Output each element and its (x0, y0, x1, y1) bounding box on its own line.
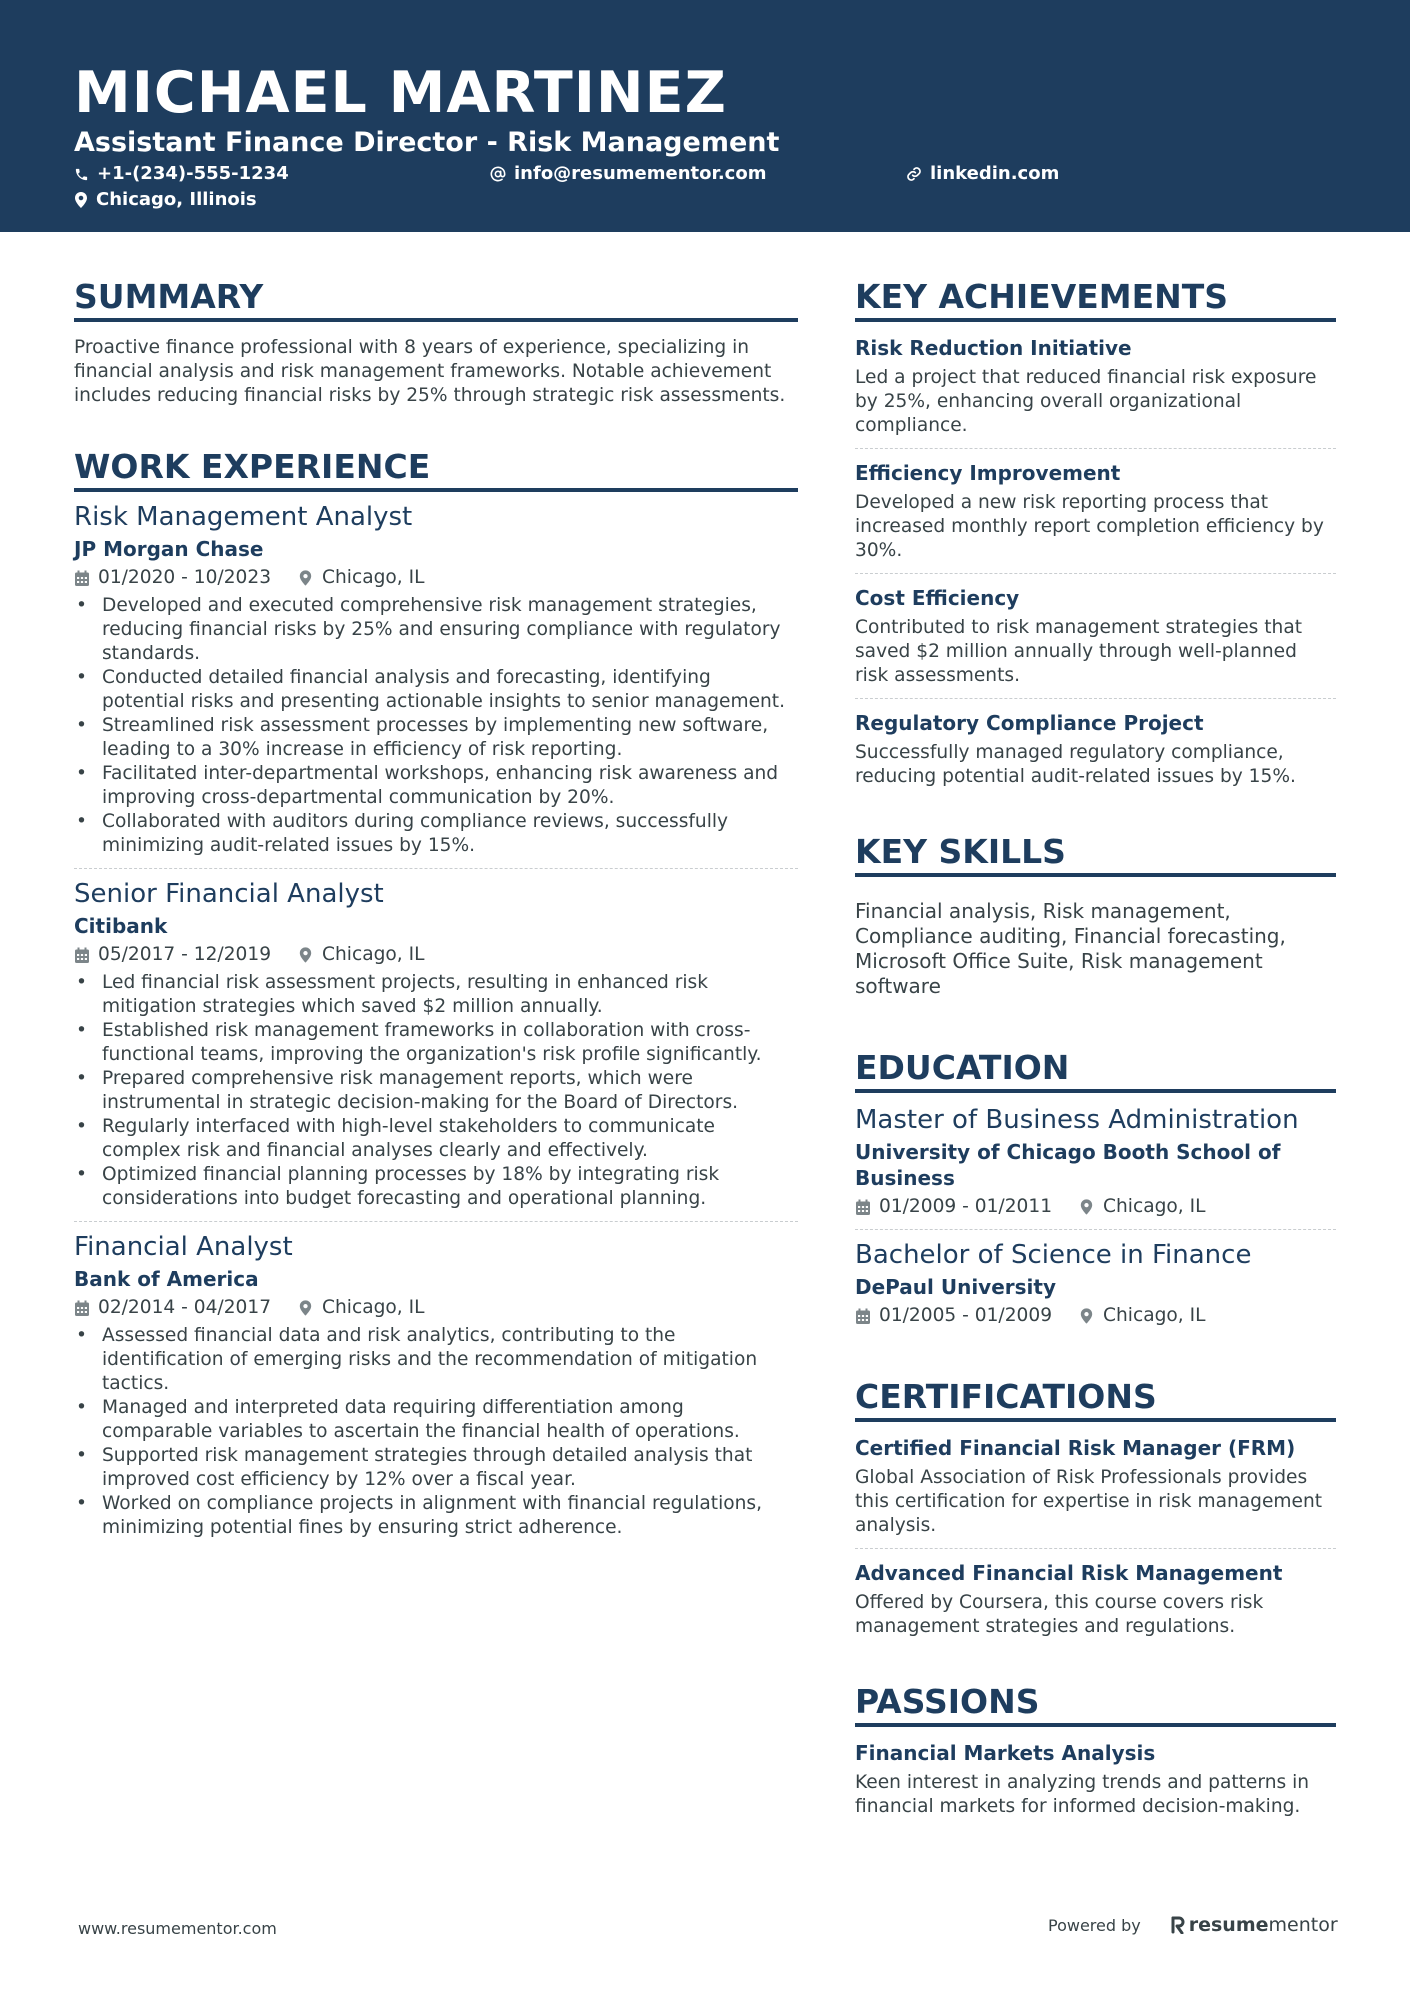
brand-logo[interactable] (1171, 1914, 1338, 1936)
education-location: Chicago, IL (1103, 1305, 1206, 1326)
location-pin-icon (299, 1300, 312, 1316)
phone-icon (74, 167, 89, 182)
job-meta (74, 943, 798, 967)
education-item (855, 1238, 1336, 1328)
job-dates: 05/2017 - 12/2019 (98, 944, 272, 965)
passion-desc: Keen interest in analyzing trends and patterns in financial markets for informed decision-making. (855, 1772, 1310, 1817)
job-meta (74, 1296, 798, 1320)
achievement-title: Regulatory Compliance Project (855, 711, 1204, 735)
certification-title: Advanced Financial Risk Management (855, 1561, 1283, 1585)
bullet-item: • Worked on compliance projects in alignment with financial regulations, minimizing potential fines by ensuring strict adherence. (74, 1492, 798, 1540)
education-heading: EDUCATION (855, 1047, 1336, 1093)
certification-item (855, 1560, 1336, 1639)
company-name: JP Morgan Chase (74, 537, 264, 561)
certification-divider (855, 1548, 1336, 1549)
job-title: Risk Management Analyst (74, 502, 413, 532)
certification-desc: Global Association of Risk Professionals provides this certification for expertise in risk management analysis. (855, 1467, 1323, 1536)
calendar-icon (74, 947, 90, 964)
education-location: Chicago, IL (1103, 1196, 1206, 1217)
bullet-item: • Managed and interpreted data requiring differentiation among comparable variables to ascertain the financial health of operations. (74, 1396, 798, 1444)
bullet-item: • Assessed financial data and risk analytics, contributing to the identification of emerging risks and the recommendation of mitigation tactics. (74, 1324, 798, 1396)
company-name: Bank of America (74, 1267, 259, 1291)
powered-by-label: Powered by (1048, 1915, 1141, 1935)
footer-powered-by (1048, 1914, 1338, 1936)
location-pin-icon (1080, 1308, 1093, 1324)
job-entry (74, 500, 798, 858)
candidate-name: MICHAEL MARTINEZ (74, 60, 727, 126)
job-title: Senior Financial Analyst (74, 879, 384, 909)
phone-text: +1-(234)-555-1234 (97, 163, 289, 184)
bullet-item: • Established risk management frameworks in collaboration with cross-functional teams, improving the organization's risk profile significantly. (74, 1019, 798, 1067)
achievement-divider (855, 573, 1336, 574)
certification-item (855, 1432, 1336, 1538)
calendar-icon (74, 1300, 90, 1317)
degree-title: Master of Business Administration (855, 1105, 1299, 1135)
passions-section (855, 1681, 1336, 1819)
achievement-title: Cost Efficiency (855, 586, 1020, 610)
passion-item (855, 1737, 1336, 1819)
achievement-divider (855, 448, 1336, 449)
achievement-desc: Developed a new risk reporting process that increased monthly report completion efficiency by 30%. (855, 492, 1324, 561)
job-entry (74, 1230, 798, 1540)
job-bullets (74, 1324, 798, 1540)
experience-section (74, 446, 798, 1540)
achievement-item (855, 585, 1336, 688)
bullet-item: • Optimized financial planning processes by 18% by integrating risk considerations into budget forecasting and operational planning. (74, 1163, 798, 1211)
linkedin-text: linkedin.com (930, 163, 1060, 184)
location-pin-icon (1080, 1199, 1093, 1215)
location-pin-icon (74, 192, 88, 208)
summary-text: Proactive finance professional with 8 years of experience, specializing in financial analysis and risk management frameworks. Notable achievement includes reducing financial risks by 25% through strategic risk assessments. (74, 337, 786, 406)
job-location-wrap (299, 943, 424, 967)
job-location-wrap (299, 1296, 424, 1320)
calendar-icon (855, 1308, 871, 1325)
job-bullets (74, 594, 798, 858)
calendar-icon (855, 1199, 871, 1216)
achievement-item (855, 710, 1336, 789)
education-item (855, 1103, 1336, 1219)
achievements-heading: KEY ACHIEVEMENTS (855, 276, 1336, 322)
contact-location (74, 188, 257, 212)
email-text: info@resumementor.com (514, 163, 767, 184)
brand-light: mentor (1268, 1914, 1338, 1936)
certifications-heading: CERTIFICATIONS (855, 1376, 1336, 1422)
education-meta (855, 1195, 1336, 1219)
skills-heading: KEY SKILLS (855, 831, 1336, 877)
certification-title: Certified Financial Risk Manager (FRM) (855, 1436, 1296, 1460)
footer-website[interactable]: www.resumementor.com (78, 1919, 277, 1938)
job-dates: 01/2020 - 10/2023 (98, 567, 272, 588)
left-column (74, 276, 798, 1540)
achievement-desc: Led a project that reduced financial risk exposure by 25%, enhancing overall organizational compliance. (855, 367, 1317, 436)
achievement-divider (855, 698, 1336, 699)
location-pin-icon (299, 570, 312, 586)
achievement-item (855, 332, 1336, 438)
right-column (855, 276, 1336, 1819)
job-dates: 02/2014 - 04/2017 (98, 1297, 272, 1318)
job-location: Chicago, IL (322, 1297, 425, 1318)
job-location: Chicago, IL (322, 944, 425, 965)
education-dates: 01/2005 - 01/2009 (879, 1305, 1053, 1326)
job-bullets (74, 971, 798, 1211)
passion-title: Financial Markets Analysis (855, 1741, 1156, 1765)
resumementor-logo-icon (1171, 1916, 1185, 1934)
achievement-desc: Successfully managed regulatory compliance, reducing potential audit-related issues by 15%. (855, 742, 1296, 787)
job-location-wrap (299, 566, 424, 590)
skills-text: Financial analysis, Risk management, Compliance auditing, Financial forecasting, Microsoft Office Suite, Risk management software (855, 899, 1286, 998)
contact-linkedin[interactable] (906, 162, 1059, 186)
bullet-item: • Regularly interfaced with high-level stakeholders to communicate complex risk and financial analyses clearly and effectively. (74, 1115, 798, 1163)
bullet-item: • Led financial risk assessment projects, resulting in enhanced risk mitigation strategies which saved $2 million annually. (74, 971, 798, 1019)
education-dates: 01/2009 - 01/2011 (879, 1196, 1053, 1217)
achievements-section (855, 276, 1336, 789)
job-meta (74, 566, 798, 590)
education-section (855, 1047, 1336, 1328)
job-entry (74, 877, 798, 1211)
education-divider (855, 1229, 1336, 1230)
achievement-item (855, 460, 1336, 563)
bullet-item: • Collaborated with auditors during compliance reviews, successfully minimizing audit-related issues by 15%. (74, 810, 798, 858)
link-icon (906, 166, 922, 182)
passions-heading: PASSIONS (855, 1681, 1336, 1727)
job-divider (74, 1221, 798, 1222)
contact-email[interactable] (490, 162, 766, 186)
at-icon (490, 166, 506, 182)
bullet-item: • Conducted detailed financial analysis and forecasting, identifying potential risks and presenting actionable insights to senior management. (74, 666, 798, 714)
education-location-wrap (1080, 1304, 1205, 1328)
school-name: University of Chicago Booth School of Business (855, 1140, 1281, 1190)
achievement-title: Efficiency Improvement (855, 461, 1121, 485)
location-text: Chicago, Illinois (96, 189, 257, 210)
education-location-wrap (1080, 1195, 1205, 1219)
brand-bold: resume (1188, 1914, 1269, 1936)
summary-section (74, 276, 798, 408)
summary-heading: SUMMARY (74, 276, 798, 322)
bullet-item: • Prepared comprehensive risk management reports, which were instrumental in strategic decision-making for the Board of Directors. (74, 1067, 798, 1115)
bullet-item: • Supported risk management strategies through detailed analysis that improved cost efficiency by 12% over a fiscal year. (74, 1444, 798, 1492)
certification-desc: Offered by Coursera, this course covers risk management strategies and regulations. (855, 1592, 1264, 1637)
company-name: Citibank (74, 914, 168, 938)
school-name: DePaul University (855, 1275, 1056, 1299)
contact-phone[interactable] (74, 162, 289, 186)
bullet-item: • Developed and executed comprehensive risk management strategies, reducing financial risks by 25% and ensuring compliance with regulatory standards. (74, 594, 798, 666)
bullet-item: • Streamlined risk assessment processes by implementing new software, leading to a 30% increase in efficiency of risk reporting. (74, 714, 798, 762)
job-divider (74, 868, 798, 869)
education-meta (855, 1304, 1336, 1328)
skills-section (855, 831, 1336, 999)
location-pin-icon (299, 947, 312, 963)
experience-heading: WORK EXPERIENCE (74, 446, 798, 492)
bullet-item: • Facilitated inter-departmental workshops, enhancing risk awareness and improving cross-departmental communication by 20%. (74, 762, 798, 810)
degree-title: Bachelor of Science in Finance (855, 1240, 1252, 1270)
calendar-icon (74, 570, 90, 587)
achievement-title: Risk Reduction Initiative (855, 336, 1132, 360)
candidate-title: Assistant Finance Director - Risk Management (74, 127, 780, 158)
resume-header (0, 0, 1410, 232)
job-title: Financial Analyst (74, 1232, 293, 1262)
certifications-section (855, 1376, 1336, 1639)
achievement-desc: Contributed to risk management strategies that saved $2 million annually through well-planned risk assessments. (855, 617, 1303, 686)
job-location: Chicago, IL (322, 567, 425, 588)
